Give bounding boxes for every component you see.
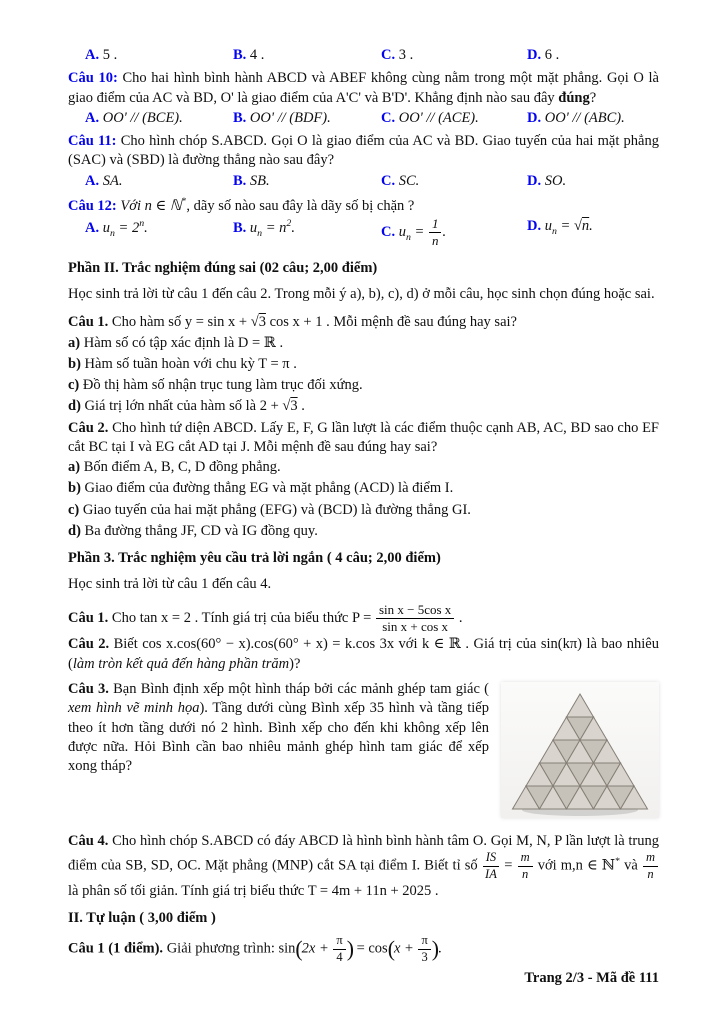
- superscript-n: n: [139, 218, 145, 230]
- part3-q4-text-4: là phân số tối giản. Tính giá trị biểu thức T = 4m + 11n + 2025 .: [68, 882, 439, 899]
- item-label: b): [68, 480, 81, 497]
- option-formula: [102, 218, 148, 239]
- question-12-options: [85, 217, 659, 249]
- option-letter: D.: [527, 172, 542, 189]
- var-u: u: [544, 218, 552, 235]
- essay-q1-label: Câu 1 (1 điểm).: [68, 940, 164, 957]
- item-text: Hàm số có tập xác định là D = ℝ .: [80, 334, 284, 351]
- item-label: a): [68, 459, 81, 476]
- question-10-text: Cho hai hình bình hành ABCD và ABEF không cùng nằm trong một mặt phẳng. Gọi O là giao điểm của AC và BD, O' là giao điểm của A'C' và B'D'. Khẳng định nào sau đây: [68, 70, 659, 106]
- argument-2: x +: [393, 940, 418, 957]
- fraction-numerator: π: [418, 934, 430, 950]
- part3-q1-text: Cho tan x = 2 . Tính giá trị của biểu thức P =: [108, 610, 375, 627]
- part2-question-1: [68, 313, 659, 332]
- item-label: d): [68, 523, 81, 540]
- option-letter: A.: [85, 172, 100, 189]
- previous-question-answer-row: [85, 46, 659, 65]
- item-text: Hàm số tuần hoàn với chu kỳ T = π .: [80, 355, 297, 372]
- option-letter: C.: [381, 224, 396, 241]
- part2-q2-label: Câu 2.: [68, 419, 109, 436]
- option-text: OO' // (ACE).: [398, 109, 479, 126]
- option-letter: B.: [233, 219, 247, 236]
- item-text: Giá trị lớn nhất của hàm số là 2 +: [80, 398, 283, 415]
- option-text: OO' // (ABC).: [544, 109, 625, 126]
- part3-q4-text-1: Cho hình chóp S.ABCD có đáy ABCD là hình bình hành tâm O. Gọi M, N, P lần lượt là trung điểm của SB, SD, OC. Mặt phẳng (MNP) cắt SA tại điểm I. Biết tỉ số: [68, 833, 659, 874]
- part3-question-2: [68, 635, 659, 674]
- equals: =: [500, 857, 517, 874]
- fraction-numerator: IS: [483, 851, 499, 867]
- period: .: [455, 610, 463, 627]
- fraction-denominator: n: [431, 233, 439, 249]
- triangle-pyramid-image: [501, 682, 659, 818]
- radicand: 3: [290, 398, 298, 415]
- answer-option-a: [85, 46, 233, 65]
- option-letter: A.: [85, 219, 100, 236]
- part2-q1-text-1: Cho hàm số y = sin x +: [108, 314, 251, 331]
- question-10-options: [85, 109, 659, 128]
- fraction-numerator: m: [643, 851, 658, 867]
- option-text: 6 .: [544, 47, 560, 63]
- period: .: [589, 218, 593, 235]
- nat-star-superscript: *: [181, 195, 187, 207]
- part3-q4-label: Câu 4.: [68, 833, 109, 850]
- option-letter: D.: [527, 218, 542, 235]
- essay-section-title: II. Tự luận ( 3,00 điểm ): [68, 910, 216, 927]
- question-12-text-2: , dãy số nào sau đây là dãy số bị chặn ?: [186, 197, 415, 214]
- equals-part: = n: [262, 219, 287, 236]
- part2-q2-item-c: [68, 501, 659, 520]
- answer-option-c: [381, 46, 527, 65]
- question-11: [68, 132, 659, 171]
- option-letter: C.: [381, 47, 396, 63]
- part2-q1-item-a: [68, 334, 659, 353]
- q11-option-a: [85, 172, 233, 191]
- question-12-label: Câu 12:: [68, 197, 117, 214]
- item-text: Đồ thị hàm số nhận trục tung làm trục đối xứng.: [79, 377, 363, 394]
- fraction: [428, 217, 443, 249]
- part2-q1-item-c: [68, 376, 659, 395]
- essay-q1-text: Giải phương trình: sin: [163, 940, 296, 957]
- item-text: Ba đường thẳng JF, CD và IG đồng quy.: [80, 523, 318, 540]
- fraction-numerator: sin x − 5cos x: [376, 603, 454, 619]
- q11-option-d: [527, 172, 659, 191]
- part3-q3-label: Câu 3.: [68, 681, 109, 698]
- part2-q1-text-2: cos x + 1 . Mỗi mệnh đề sau đúng hay sai?: [265, 314, 517, 331]
- nat-star-superscript: *: [615, 856, 621, 868]
- part2-q1-item-d: [68, 397, 659, 416]
- q11-option-b: [233, 172, 381, 191]
- option-letter: B.: [233, 172, 247, 189]
- part2-intro: Học sinh trả lời từ câu 1 đến câu 2. Trong mỗi ý a), b), c), d) ở mỗi câu, học sinh chọn đúng hoặc sai.: [68, 285, 655, 302]
- part2-q2-item-b: [68, 479, 659, 498]
- fraction-numerator: m: [518, 851, 533, 867]
- page-footer: Trang 2/3 - Mã đề 111: [524, 970, 659, 986]
- fraction-denominator: 4: [336, 950, 343, 965]
- part2-q2-item-d: [68, 522, 659, 541]
- fraction-numerator: 1: [429, 217, 442, 233]
- part2-title: Phần II. Trắc nghiệm đúng sai (02 câu; 2,00 điểm): [68, 259, 378, 276]
- option-text: OO' // (BCE).: [102, 109, 183, 126]
- fraction-denominator: n: [647, 867, 654, 882]
- var-u: u: [249, 219, 258, 236]
- equals-part: = 2: [114, 219, 140, 236]
- subscript-n: n: [551, 225, 557, 237]
- radical-sign: √: [282, 398, 291, 415]
- part3-q3-text-1: Bạn Bình định xếp một hình tháp bởi các mảnh ghép tam giác (: [108, 681, 489, 698]
- option-letter: B.: [233, 47, 247, 63]
- question-12: [68, 195, 659, 216]
- q12-option-d: [527, 217, 659, 249]
- option-text: SA.: [102, 172, 123, 189]
- part3-q3-text-2: ). Tầng dưới cùng Bình xếp 35 hình và tầng tiếp theo ít hơn tầng dưới nó 2 hình. Bình xếp cho đến khi không xếp lên được nữa. Hỏi Bình cần bao nhiêu mảnh ghép hình tam giác để xếp xong tháp?: [68, 700, 489, 775]
- big-left-paren: (: [295, 937, 302, 962]
- question-11-label: Câu 11:: [68, 133, 117, 150]
- option-text: SC.: [398, 172, 420, 189]
- q12-option-b: [233, 217, 381, 249]
- item-label: d): [68, 398, 81, 415]
- option-letter: D.: [527, 47, 542, 63]
- option-text: 5 .: [102, 47, 118, 63]
- option-letter: A.: [85, 109, 100, 126]
- var-u: u: [102, 219, 110, 236]
- fraction-denominator: 3: [421, 950, 428, 965]
- big-right-paren: ): [346, 937, 353, 962]
- equals-cos: = cos: [352, 940, 388, 957]
- part3-intro: Học sinh trả lời từ câu 1 đến câu 4.: [68, 575, 272, 592]
- question-12-text-1: Với n ∈ ℕ: [116, 197, 182, 214]
- question-11-text: Cho hình chóp S.ABCD. Gọi O là giao điểm của AC và BD. Giao tuyến của hai mặt phẳng (SAC) và (SBD) là đường thẳng nào sau đây?: [68, 133, 659, 169]
- part3-q1-label: Câu 1.: [68, 610, 109, 627]
- big-left-paren: (: [387, 937, 394, 962]
- part2-q2-text: Cho hình tứ diện ABCD. Lấy E, F, G lần lượt là các điểm thuộc cạnh AB, AC, BD sao cho EF cắt BC tại I và EG cắt AD tại J. Mỗi mệnh đề sau đúng hay sai?: [68, 419, 659, 455]
- option-formula: [249, 218, 295, 239]
- fraction-m-n: [642, 851, 659, 882]
- question-10-bold-word: đúng: [558, 89, 590, 106]
- equals-part: =: [556, 218, 574, 235]
- question-10: [68, 69, 659, 108]
- option-text: OO' // (BDF).: [249, 109, 331, 126]
- option-letter: B.: [233, 109, 247, 126]
- option-text: 3 .: [398, 47, 414, 63]
- radicand: 3: [258, 314, 266, 331]
- triangle-pyramid-illustration: [501, 682, 659, 818]
- fraction-numerator: π: [333, 934, 345, 950]
- equals-part: =: [410, 224, 428, 241]
- option-letter: C.: [381, 172, 396, 189]
- part3-q4-text-3: và: [620, 857, 642, 874]
- part3-q2-text-1: Biết cos x.cos(60° − x).cos(60° + x) = k.cos 3x với k ∈ ℝ . Giá trị của sin(kπ) là bao nhiêu (: [68, 636, 659, 672]
- question-11-options: [85, 172, 659, 191]
- fraction-denominator: sin x + cos x: [382, 619, 449, 635]
- item-text: Giao tuyến của hai mặt phẳng (EFG) và (BCD) là đường thẳng GI.: [79, 501, 471, 518]
- option-letter: A.: [85, 47, 100, 63]
- item-label: b): [68, 355, 81, 372]
- option-text: 4 .: [249, 47, 265, 63]
- subscript-n: n: [257, 227, 263, 239]
- item-label: a): [68, 334, 81, 351]
- fraction-m-n: [517, 851, 534, 882]
- radical-sign: √: [250, 314, 259, 331]
- q10-option-b: [233, 109, 381, 128]
- part3-question-3: [68, 680, 659, 776]
- part3-q2-italic-note: làm tròn kết quả đến hàng phần trăm: [72, 655, 290, 672]
- part2-question-2: [68, 419, 659, 458]
- radicand: n: [581, 218, 590, 235]
- part3-title: Phần 3. Trắc nghiệm yêu cầu trả lời ngắn ( 4 câu; 2,00 điểm): [68, 550, 441, 567]
- radical-sign: √: [573, 218, 582, 235]
- big-right-paren: ): [431, 937, 438, 962]
- fraction: [375, 603, 455, 635]
- item-text: Giao điểm của đường thẳng EG và mặt phẳng (ACD) là điểm I.: [80, 480, 454, 497]
- subscript-n: n: [109, 227, 115, 239]
- option-formula: [544, 218, 593, 237]
- answer-option-d: [527, 46, 659, 65]
- option-letter: C.: [381, 109, 396, 126]
- q12-option-a: [85, 217, 233, 249]
- item-text: Bốn điểm A, B, C, D đồng phẳng.: [80, 459, 281, 476]
- item-label: c): [68, 501, 80, 518]
- part3-q2-label: Câu 2.: [68, 636, 110, 653]
- option-formula: [398, 216, 447, 249]
- part2-q2-item-a: [68, 458, 659, 477]
- part3-q3-italic-note: xem hình vẽ minh họa: [68, 700, 200, 717]
- fraction-pi-4: [332, 934, 346, 965]
- q10-option-d: [527, 109, 659, 128]
- option-text: SB.: [249, 172, 270, 189]
- part3-q2-text-2: )?: [289, 655, 301, 672]
- period: .: [438, 940, 442, 957]
- subscript-n: n: [405, 232, 411, 244]
- option-letter: D.: [527, 109, 542, 126]
- q11-option-c: [381, 172, 527, 191]
- fraction-pi-3: [417, 934, 431, 965]
- part3-q4-text-2: với m,n ∈ ℕ: [533, 857, 616, 874]
- essay-question-1: [68, 934, 659, 965]
- period: .: [144, 219, 148, 236]
- q12-option-c: [381, 217, 527, 249]
- fraction-denominator: n: [521, 867, 529, 882]
- argument-1: 2x +: [301, 940, 333, 957]
- var-u: u: [398, 224, 406, 241]
- q10-option-a: [85, 109, 233, 128]
- answer-option-b: [233, 46, 381, 65]
- question-10-label: Câu 10:: [68, 70, 118, 87]
- q10-option-c: [381, 109, 527, 128]
- item-label: c): [68, 377, 80, 394]
- part2-q1-item-b: [68, 355, 659, 374]
- option-text: SO.: [544, 172, 567, 189]
- part2-q1-label: Câu 1.: [68, 314, 109, 331]
- period: .: [291, 219, 295, 236]
- fraction-denominator: IA: [485, 867, 497, 882]
- superscript-2: 2: [286, 218, 292, 230]
- fraction-IS-IA: [482, 851, 500, 882]
- question-10-tail: ?: [589, 89, 597, 106]
- period: .: [297, 398, 305, 415]
- period: .: [442, 224, 447, 241]
- part3-question-4: [68, 832, 659, 901]
- part3-question-1: [68, 603, 659, 635]
